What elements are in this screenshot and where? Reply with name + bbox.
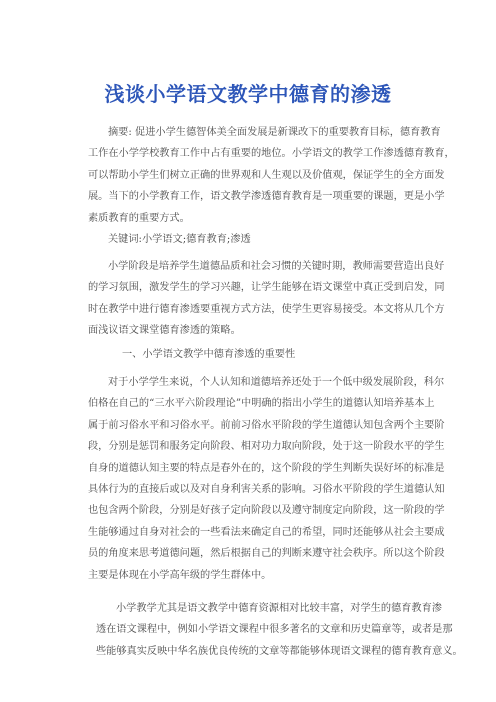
body-paragraph [96, 598, 463, 662]
section-heading [102, 344, 442, 365]
body-line: 生能够通过自身对社会的一些看法来确定自己的希望，同时还能够从社会主要成 [88, 526, 445, 538]
body-line: 对于小学学生来说，个人认知和道德培养还处于一个低中级发展阶段，科尔 [108, 377, 445, 388]
body-paragraph [88, 372, 445, 586]
section-heading-text: 一、小学语文教学中德育渗透的重要性 [122, 349, 296, 360]
document-title: 浅谈小学语文教学中德育的渗透 [104, 82, 392, 106]
body-line: 也包含两个阶段，分别是好孩子定向阶段以及遵守制度定向阶段，这一阶段的学 [88, 505, 445, 517]
keywords-paragraph [88, 229, 428, 250]
body-line: 透在语文课程中，例如小学语文课程中很多著名的文章和历史篇章等，或者是那 [96, 624, 453, 636]
body-line: 些能够真实反映中华名族优良传统的文章等都能够体现语文课程的德育教育意义。 [96, 645, 463, 657]
keywords-line: 关键词:小学语文;德育教育;渗透 [108, 234, 251, 245]
body-line: 自身的道德认知主要的特点是春外在的，这个阶段的学生判断失误好坏的标准是 [88, 462, 445, 474]
intro-line: 的学习氛围，激发学生的学习兴趣，让学生能够在语文课堂中真正受到启发，同 [88, 282, 445, 294]
body-line: 属于前习俗水平和习俗水平。前前习俗水平阶段的学生道德认知包含两个主要阶 [88, 419, 445, 431]
abstract-paragraph [88, 122, 455, 229]
body-line: 伯格在自己的“三水平六阶段理论”中明确的指出小学生的道德认知培养基本上 [88, 398, 435, 410]
intro-line: 面浅议语文课堂德育渗透的策略。 [88, 325, 241, 337]
intro-paragraph [88, 256, 445, 342]
intro-line: 时在教学中进行德育渗透要重视方式方法，使学生更容易接受。本文将从几个方 [88, 303, 445, 315]
abstract-line: 摘要: 促进小学生德智体美全面发展是新课改下的重要教育目标，德育教育 [108, 127, 441, 138]
abstract-line: 素质教育的重要方式。 [88, 212, 190, 224]
body-line: 具体行为的直接后或以及对自身利害关系的影响。习俗水平阶段的学生道德认知 [88, 483, 445, 495]
intro-line: 小学阶段是培养学生道德品质和社会习惯的关键时期，教师需要营造出良好 [108, 261, 445, 272]
body-line: 员的角度来思考道德问题，然后根据自己的判断来遵守社会秩序。所以这个阶段 [88, 548, 445, 560]
body-line: 小学教学尤其是语文教学中德育资源相对比较丰富，对学生的德育教育渗 [116, 603, 442, 614]
body-line: 主要是体现在小学高年级的学生群体中。 [88, 569, 272, 581]
body-line: 段，分别是惩罚和服务定向阶段、相对功力取向阶段，处于这一阶段水平的学生 [88, 441, 445, 453]
abstract-line: 可以帮助小学生们树立正确的世界观和人生观以及价值观，保证学生的全方面发 [88, 169, 445, 181]
abstract-line: 展。当下的小学教育工作，语文教学渗透德育教育是一项重要的课题，更是小学 [88, 191, 445, 203]
abstract-line: 工作在小学学校教育工作中占有重要的地位。小学语文的教学工作渗透德育教育， [88, 148, 455, 160]
